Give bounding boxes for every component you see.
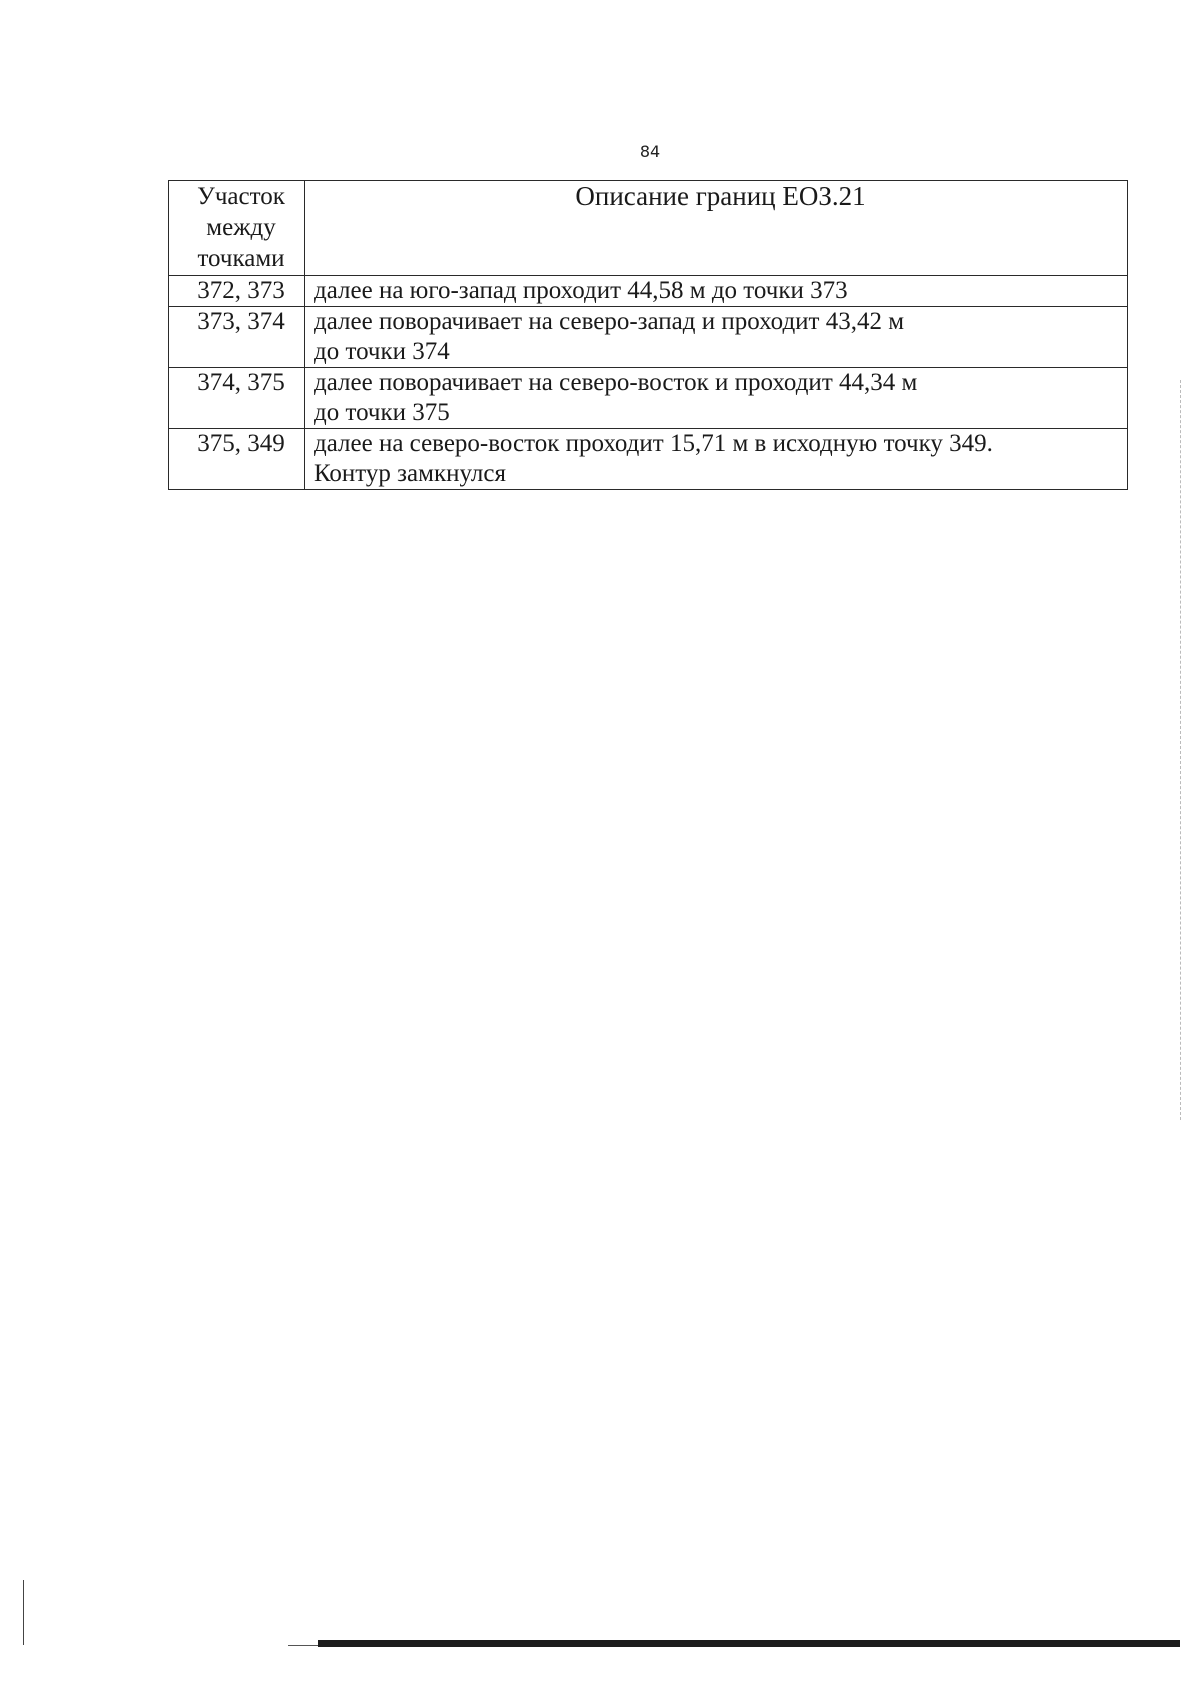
description-line: Контур замкнулся xyxy=(314,460,506,487)
description-cell xyxy=(305,429,1128,490)
header-segment-line: точками xyxy=(197,245,285,272)
description-line: до точки 375 xyxy=(314,399,450,426)
table-row xyxy=(169,368,1128,429)
description-cell xyxy=(305,368,1128,429)
description-line: до точки 374 xyxy=(314,338,450,365)
segment-cell: 373, 374 xyxy=(169,307,305,368)
segment-cell: 374, 375 xyxy=(169,368,305,429)
header-segment xyxy=(169,181,305,276)
table-header-row xyxy=(169,181,1128,276)
description-line: далее поворачивает на северо-восток и проходит 44,34 м xyxy=(314,369,918,396)
description-cell xyxy=(305,276,1128,307)
table-row xyxy=(169,307,1128,368)
segment-cell: 375, 349 xyxy=(169,429,305,490)
scan-margin-mark xyxy=(23,1580,24,1645)
table-row xyxy=(169,276,1128,307)
table-row xyxy=(169,429,1128,490)
header-segment-line: между xyxy=(206,214,276,241)
description-line: далее на юго-запад проходит 44,58 м до точки 373 xyxy=(314,277,848,304)
page-number: 84 xyxy=(639,142,661,161)
description-line: далее на северо-восток проходит 15,71 м в исходную точку 349. xyxy=(314,430,993,457)
scan-edge-mark xyxy=(1180,380,1181,1120)
description-cell xyxy=(305,307,1128,368)
description-line: далее поворачивает на северо-запад и проходит 43,42 м xyxy=(314,308,905,335)
header-description: Описание границ ЕОЗ.21 xyxy=(305,181,1128,276)
header-segment-line: Участок xyxy=(197,183,285,210)
bottom-rule xyxy=(318,1640,1180,1647)
boundary-table xyxy=(168,180,1128,490)
segment-cell: 372, 373 xyxy=(169,276,305,307)
